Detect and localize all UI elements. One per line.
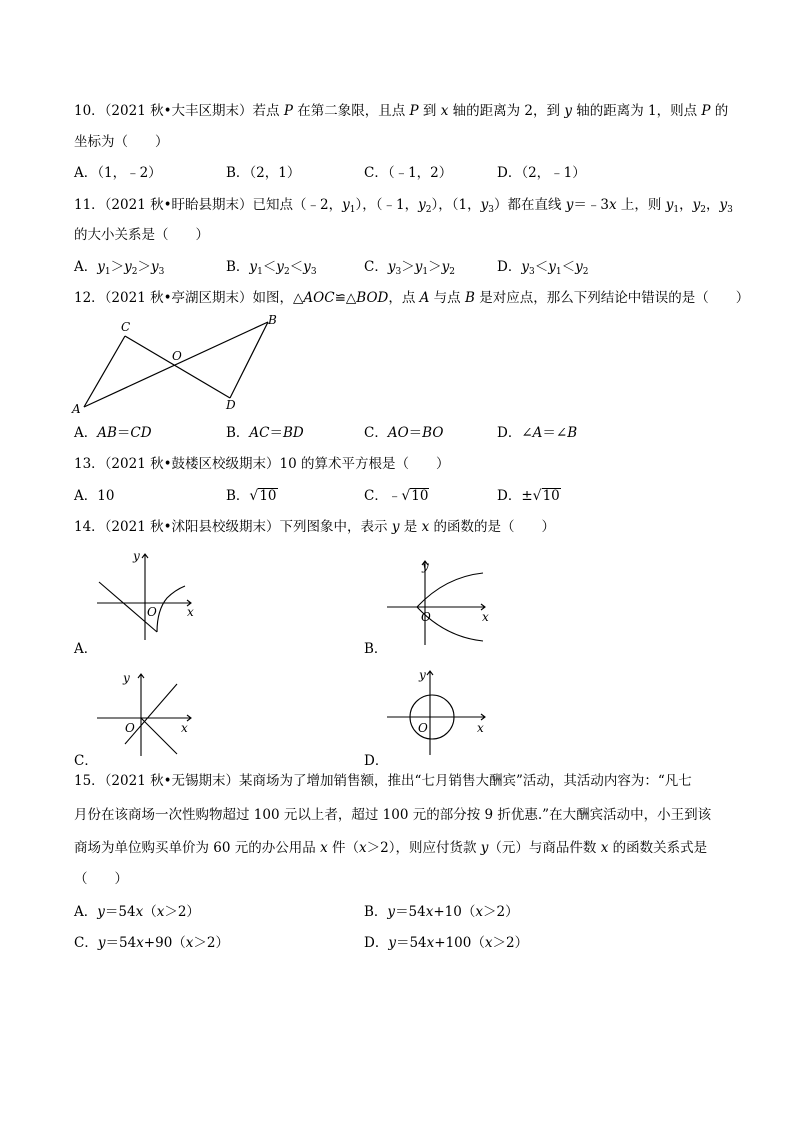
svg-text:x: x: [187, 605, 194, 619]
q12-label-a: A: [72, 402, 81, 416]
svg-text:O: O: [418, 721, 428, 735]
svg-text:y: y: [422, 559, 429, 573]
q10-stem-line2: 坐标为（ ）: [74, 134, 169, 150]
q13-option-d: D．±√10: [497, 488, 560, 504]
svg-text:O: O: [421, 610, 431, 624]
q12-label-d: D: [226, 398, 236, 412]
q10-option-d: D．（2，﹣1）: [497, 165, 586, 181]
q14-graph-a: [95, 548, 205, 643]
q15-stem-line4: （ ）: [74, 871, 128, 887]
svg-text:x: x: [482, 610, 489, 624]
svg-text:y: y: [123, 671, 130, 685]
q13-option-c: C．﹣√10: [364, 488, 429, 504]
q10-option-a: A．（1，﹣2）: [74, 165, 162, 181]
q12-label-c: C: [121, 320, 131, 334]
q12-option-a: A．AB＝CD: [74, 425, 152, 441]
q15-option-b: B．y＝54x+10（x＞2）: [364, 904, 519, 920]
svg-text:y: y: [133, 549, 140, 563]
q12-triangle-figure: [68, 312, 288, 418]
q15-stem-line1: 15．（2021 秋•无锡期末）某商场为了增加销售额，推出“七月销售大酬宾”活动，其活动内容为：“凡七: [74, 773, 692, 789]
svg-text:O: O: [125, 721, 135, 735]
svg-text:y: y: [419, 668, 426, 682]
q12-label-b: B: [268, 313, 277, 327]
q14-option-a-label: A．: [74, 641, 98, 657]
q13-option-a: A．10: [74, 488, 115, 504]
q14-graph-d: [385, 665, 495, 757]
q12-option-c: C．AO＝BO: [364, 425, 444, 441]
q12-option-b: B．AC＝BD: [226, 425, 304, 441]
q11-option-b: B．$y_1<y_2<y_3$: [226, 259, 317, 277]
q14-option-c-label: C．: [74, 753, 98, 769]
q15-option-d: D．y＝54x+100（x＞2）: [364, 935, 529, 951]
svg-text:O: O: [147, 605, 157, 619]
q11-option-d: D．$y_3<y_1<y_2$: [497, 259, 589, 277]
q11-stem-line2: 的大小关系是（ ）: [74, 227, 209, 243]
q14-stem: 14．（2021 秋•沭阳县校级期末）下列图象中，表示 y 是 x 的函数的是（ ）: [74, 519, 555, 535]
q11-option-a: A．$y_1>y_2>y_3$: [74, 259, 165, 277]
q14-option-d-label: D．: [364, 753, 389, 769]
q13-stem: 13．（2021 秋•鼓楼区校级期末）10 的算术平方根是（ ）: [74, 456, 450, 472]
q10-option-c: C．（﹣1，2）: [364, 165, 453, 181]
q10-option-b: B．（2，1）: [226, 165, 301, 181]
q12-option-d: D．∠A＝∠B: [497, 425, 578, 441]
q14-graph-b: [385, 555, 495, 647]
q10-stem-line1: 10．（2021 秋•大丰区期末）若点 P 在第二象限，且点 P 到 x 轴的距离为 2，到 y 轴的距离为 1，则点 P 的: [74, 103, 729, 119]
q15-option-a: A．y＝54x（x＞2）: [74, 904, 200, 920]
q14-option-b-label: B．: [364, 641, 388, 657]
q13-option-b: B．√10: [226, 488, 277, 504]
q14-graph-c: [95, 668, 205, 758]
q15-stem-line2: 月份在该商场一次性购物超过 100 元以上者，超过 100 元的部分按 9 折优惠.”在大酬宾活动中，小王到该: [74, 807, 712, 823]
q11-option-c: C．$y_3>y_1>y_2$: [364, 259, 455, 277]
q11-stem-line1: 11．（2021 秋•盱眙县期末）已知点（﹣2，$y_1$），（﹣1，$y_2$），（1，$y_3$）都在直线 y＝﹣3x 上，则 $y_1$，$y_2$，$y_3$: [74, 197, 733, 215]
svg-text:x: x: [181, 721, 188, 735]
q15-stem-line3: 商场为单位购买单价为 60 元的办公用品 x 件（x＞2），则应付货款 y（元）与商品件数 x 的函数关系式是: [74, 840, 708, 856]
q15-option-c: C．y＝54x+90（x＞2）: [74, 935, 230, 951]
q12-label-o: O: [172, 349, 182, 363]
svg-text:x: x: [477, 721, 484, 735]
q12-stem: 12．（2021 秋•亭湖区期末）如图，△AOC≌△BOD，点 A 与点 B 是对应点，那么下列结论中错误的是（ ）: [74, 290, 750, 306]
